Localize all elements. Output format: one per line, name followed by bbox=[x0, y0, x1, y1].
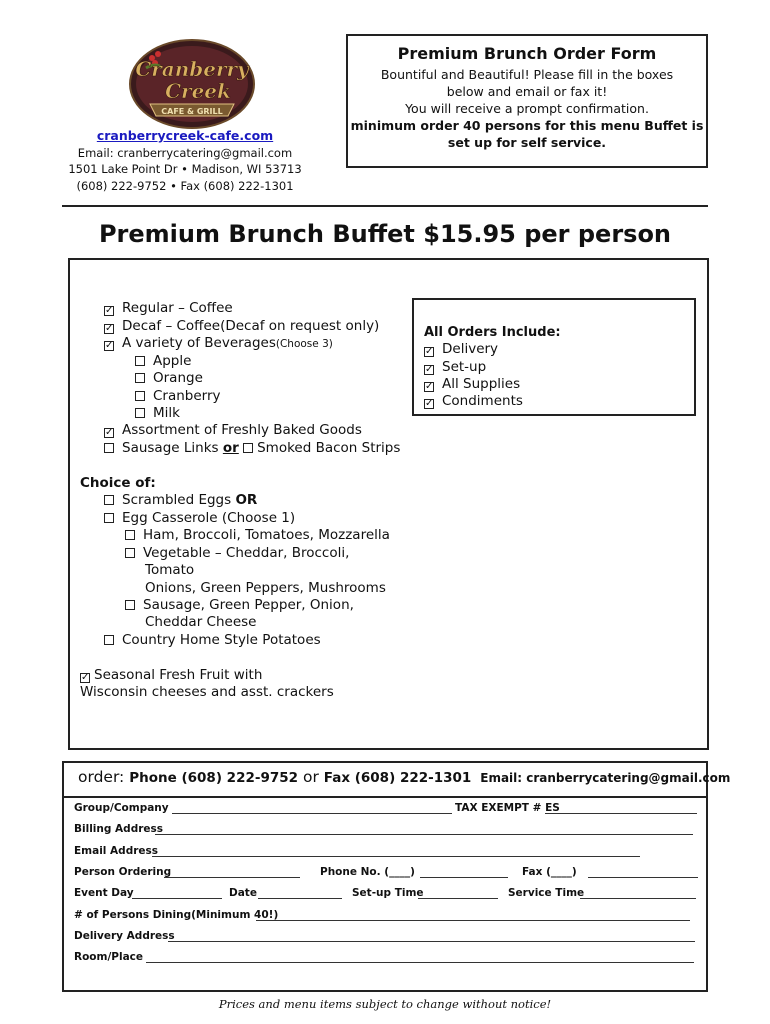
checkbox[interactable] bbox=[135, 391, 145, 401]
include-delivery: ✓ Delivery bbox=[425, 341, 499, 357]
cranberry-creek-logo bbox=[128, 38, 256, 130]
contact-block bbox=[60, 128, 310, 194]
persons-field[interactable] bbox=[256, 920, 690, 921]
checked-checkbox[interactable]: ✓ bbox=[81, 672, 90, 683]
menu-item-sausage-bacon: Sausage Links or Smoked Bacon Strips bbox=[104, 440, 400, 458]
page-title: Premium Brunch Buffet $15.95 per person bbox=[98, 220, 672, 248]
header-line: minimum order 40 persons for this menu Buffet is bbox=[350, 118, 704, 133]
includes-title: All Orders Include: bbox=[424, 325, 561, 340]
setup-time-field[interactable] bbox=[418, 898, 498, 899]
checked-checkbox[interactable]: ✓ bbox=[105, 340, 114, 351]
email-field[interactable] bbox=[152, 856, 640, 857]
tax-exempt-field[interactable] bbox=[545, 813, 697, 814]
header-line: You will receive a prompt confirmation. bbox=[405, 101, 649, 116]
menu-item-scrambled: Scrambled Eggs OR bbox=[104, 492, 257, 510]
checkbox[interactable] bbox=[135, 408, 145, 418]
fax-field[interactable] bbox=[588, 877, 698, 878]
menu-item-potatoes: Country Home Style Potatoes bbox=[104, 632, 321, 650]
checkbox[interactable] bbox=[125, 548, 135, 558]
service-time-label: Service Time bbox=[508, 887, 585, 899]
logo-text-creek: Creek bbox=[165, 79, 231, 103]
date-field[interactable] bbox=[258, 898, 342, 899]
menu-item-fruit-cont: Wisconsin cheeses and asst. crackers bbox=[80, 684, 334, 700]
contact-address: 1501 Lake Point Dr • Madison, WI 53713 bbox=[68, 162, 302, 176]
menu-item-regular-coffee: ✓ Regular – Coffee bbox=[105, 300, 233, 316]
menu-item-ham: Ham, Broccoli, Tomatoes, Mozzarella bbox=[125, 527, 390, 545]
menu-item-orange: Orange bbox=[135, 370, 203, 388]
contact-email: Email: cranberrycatering@gmail.com bbox=[77, 145, 293, 160]
include-setup: ✓ Set-up bbox=[425, 359, 487, 375]
delivery-address-field[interactable] bbox=[168, 941, 695, 942]
checked-checkbox[interactable]: ✓ bbox=[105, 323, 114, 334]
date-label: Date bbox=[229, 887, 257, 899]
group-field[interactable] bbox=[172, 813, 452, 814]
email-label: Email Address bbox=[74, 845, 159, 857]
event-day-label: Event Day bbox=[74, 887, 134, 899]
menu-item-sausage-casserole-cont: Cheddar Cheese bbox=[145, 614, 257, 630]
billing-label: Billing Address bbox=[74, 823, 164, 835]
logo-banner: CAFE & GRILL bbox=[161, 107, 223, 116]
checkbox[interactable] bbox=[135, 356, 145, 366]
order-header: order: Phone (608) 222-9752 or Fax (608) 222-1301 Email: cranberrycatering@gmail.com bbox=[78, 768, 731, 786]
menu-item-casserole: Egg Casserole (Choose 1) bbox=[104, 510, 295, 528]
contact-phones: (608) 222-9752 • Fax (608) 222-1301 bbox=[76, 178, 294, 193]
checkbox[interactable] bbox=[135, 373, 145, 383]
menu-item-vegetable-cont: Tomato bbox=[145, 562, 195, 578]
form-title: Premium Brunch Order Form bbox=[397, 44, 657, 63]
menu-item-milk: Milk bbox=[135, 405, 180, 423]
room-field[interactable] bbox=[146, 962, 694, 963]
checkbox[interactable] bbox=[104, 635, 114, 645]
phone-field[interactable] bbox=[420, 877, 508, 878]
menu-item-vegetable: Vegetable – Cheddar, Broccoli, bbox=[125, 545, 349, 563]
checked-checkbox[interactable]: ✓ bbox=[425, 346, 434, 357]
menu-item-sausage-casserole: Sausage, Green Pepper, Onion, bbox=[125, 597, 354, 615]
billing-field[interactable] bbox=[155, 834, 693, 835]
checkbox[interactable] bbox=[125, 600, 135, 610]
menu-item-apple: Apple bbox=[135, 353, 191, 371]
menu-item-fruit: ✓ Seasonal Fresh Fruit with bbox=[81, 667, 263, 683]
menu-item-decaf: ✓ Decaf – Coffee(Decaf on request only) bbox=[105, 318, 380, 334]
service-time-field[interactable] bbox=[580, 898, 696, 899]
delivery-address-label: Delivery Address bbox=[74, 930, 175, 942]
divider bbox=[64, 796, 706, 798]
menu-item-baked-goods: ✓ Assortment of Freshly Baked Goods bbox=[105, 422, 362, 438]
person-field[interactable] bbox=[164, 877, 300, 878]
checked-checkbox[interactable]: ✓ bbox=[425, 398, 434, 409]
header-line: set up for self service. bbox=[447, 135, 607, 150]
setup-time-label: Set-up Time bbox=[352, 887, 424, 899]
event-day-field[interactable] bbox=[132, 898, 222, 899]
checked-checkbox[interactable]: ✓ bbox=[105, 427, 114, 438]
checkbox[interactable] bbox=[104, 513, 114, 523]
fax-label: Fax (____) bbox=[522, 866, 577, 878]
header-line: Bountiful and Beautiful! Please fill in the boxes bbox=[380, 67, 674, 82]
divider bbox=[62, 205, 708, 207]
tax-exempt-label: TAX EXEMPT # ES bbox=[455, 802, 560, 814]
checkbox[interactable] bbox=[104, 443, 114, 453]
header-box bbox=[346, 34, 708, 168]
include-condiments: ✓ Condiments bbox=[425, 393, 523, 409]
persons-label: # of Persons Dining(Minimum 40!) bbox=[74, 909, 279, 921]
phone-label: Phone No. (____) bbox=[320, 866, 415, 878]
room-label: Room/Place bbox=[74, 951, 144, 963]
choice-of-label: Choice of: bbox=[80, 475, 156, 491]
header-line: below and email or fax it! bbox=[446, 84, 608, 99]
checkbox[interactable] bbox=[104, 495, 114, 505]
person-label: Person Ordering bbox=[74, 866, 172, 878]
checkbox[interactable] bbox=[243, 443, 253, 453]
checked-checkbox[interactable]: ✓ bbox=[105, 305, 114, 316]
group-label: Group/Company bbox=[74, 802, 169, 814]
menu-item-cranberry: Cranberry bbox=[135, 388, 221, 406]
footer-note: Prices and menu items subject to change without notice! bbox=[218, 997, 552, 1011]
menu-item-vegetable-cont: Onions, Green Peppers, Mushrooms bbox=[145, 580, 386, 596]
website-link[interactable]: cranberrycreek-cafe.com bbox=[96, 128, 274, 143]
include-supplies: ✓ All Supplies bbox=[425, 376, 521, 392]
menu-item-beverages: ✓ A variety of Beverages(Choose 3) bbox=[105, 335, 333, 351]
checkbox[interactable] bbox=[125, 530, 135, 540]
checked-checkbox[interactable]: ✓ bbox=[425, 364, 434, 375]
checked-checkbox[interactable]: ✓ bbox=[425, 381, 434, 392]
logo-text-cranberry: Cranberry bbox=[135, 57, 249, 81]
